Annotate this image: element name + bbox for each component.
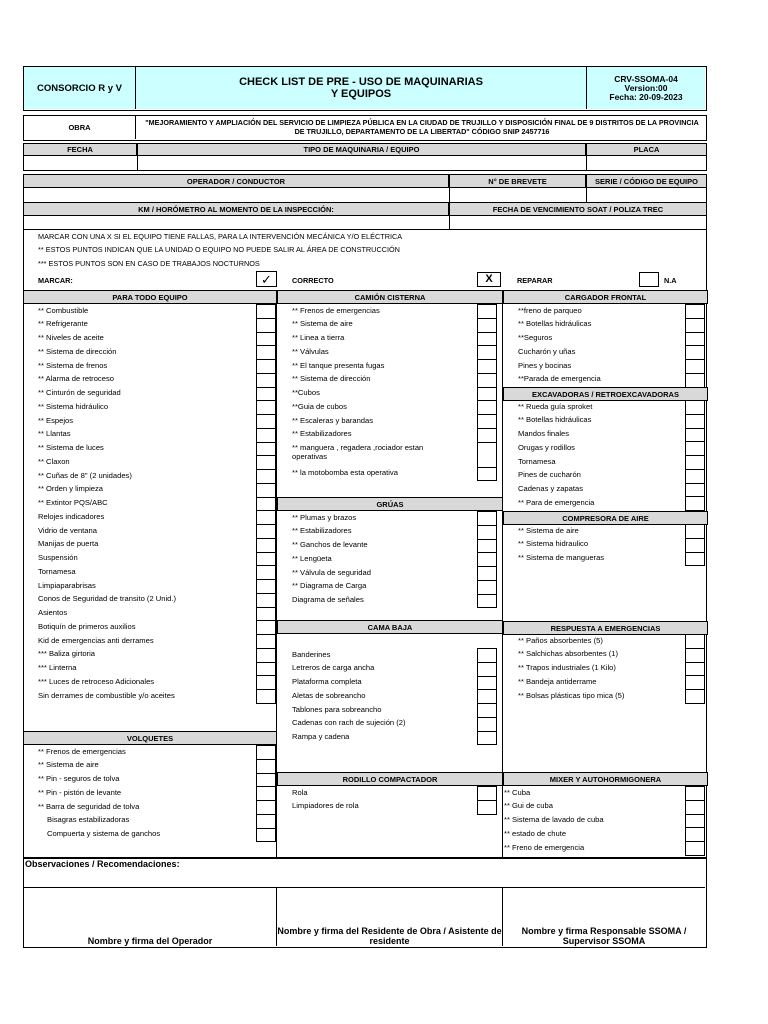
checklist-checkbox[interactable]	[256, 662, 276, 677]
checklist-checkbox[interactable]	[477, 566, 497, 581]
checklist-item-label: Tornamesa	[38, 566, 76, 576]
checklist-item-label: ** Sistema de lavado de cuba	[504, 815, 604, 824]
checklist-item-label: ** Botellas hidráulicas	[518, 415, 592, 425]
tipo-input[interactable]	[138, 157, 585, 170]
checklist-checkbox[interactable]	[685, 648, 705, 663]
checklist-checkbox[interactable]	[256, 607, 276, 622]
checklist-item-label: Diagrama de señales	[292, 595, 364, 604]
checklist-checkbox[interactable]	[477, 511, 497, 526]
check-mark-icon: ✓	[261, 272, 272, 287]
checklist-item-label: Asientos	[38, 608, 68, 617]
checklist-checkbox[interactable]	[256, 759, 276, 774]
placa-header: PLACA	[586, 143, 707, 156]
checklist-item-label: ** Niveles de aceite	[38, 333, 104, 342]
form-date: Fecha: 20-09-2023	[609, 91, 683, 102]
checklist-checkbox[interactable]	[256, 373, 276, 388]
checklist-checkbox[interactable]	[256, 428, 276, 443]
company-name: CONSORCIO R y V	[37, 82, 122, 94]
section-header-mixer: MIXER Y AUTOHORMIGONERA	[503, 772, 708, 786]
checklist-item-label: ** Freno de emergencia	[504, 842, 585, 852]
checklist-item-label: ** Para de emergencia	[518, 497, 595, 507]
legend-na: N.A	[664, 276, 677, 285]
section-header-emergencias: RESPUESTA A EMERGENCIAS	[503, 621, 708, 635]
legend-na-box	[639, 272, 659, 287]
checklist-checkbox[interactable]	[477, 359, 497, 374]
checklist-checkbox[interactable]	[477, 428, 497, 443]
checklist-checkbox[interactable]	[256, 814, 276, 829]
checklist-checkbox[interactable]	[256, 773, 276, 788]
checklist-item-label: Vidrio de ventana	[38, 525, 97, 535]
section-header-cargador: CARGADOR FRONTAL	[503, 290, 708, 304]
checklist-item-label: Rola	[292, 787, 308, 797]
serie-input[interactable]	[587, 189, 706, 202]
checklist-item-label: ** Cuba	[504, 787, 531, 797]
fecha-input[interactable]	[24, 157, 136, 170]
checklist-item-label: Conos de Seguridad de transito (2 Unid.)	[38, 594, 177, 604]
checklist-checkbox[interactable]	[256, 359, 276, 374]
checklist-checkbox[interactable]	[685, 662, 705, 677]
checklist-item-label: **Seguros	[518, 333, 553, 342]
checklist-checkbox[interactable]	[685, 538, 705, 553]
checklist-checkbox[interactable]	[685, 345, 705, 360]
checklist-item-label: *** Luces de retroceso Adicionales	[38, 676, 155, 686]
checklist-item-label: ** Sistema de aire	[518, 525, 579, 535]
checklist-checkbox[interactable]	[477, 400, 497, 415]
checklist-item-label: Letreros de carga ancha	[292, 663, 375, 673]
tipo-header: TIPO DE MAQUINARIA / EQUIPO	[137, 143, 586, 156]
checklist-checkbox[interactable]	[685, 359, 705, 374]
firma-ssoma-label: Nombre y firma Responsable SSOMA / Supervisor SSOMA	[521, 926, 687, 946]
checklist-item-label: Kid de emergencias anti derrames	[38, 635, 154, 645]
brevete-input[interactable]	[450, 189, 585, 202]
checklist-item-label: ** Refrigerante	[38, 319, 88, 329]
checklist-item-label: Rampa y cadena	[292, 732, 350, 741]
checklist-item-label: ** Llantas	[38, 429, 71, 439]
checklist-checkbox[interactable]	[477, 318, 497, 333]
checklist-checkbox[interactable]	[477, 387, 497, 402]
checklist-checkbox[interactable]	[685, 496, 705, 511]
checklist-checkbox[interactable]	[685, 689, 705, 704]
x-mark-icon: X	[485, 273, 493, 285]
serie-header: SERIE / CÓDIGO DE EQUIPO	[586, 174, 707, 188]
checklist-item-label: ** Sistema de dirección	[38, 346, 117, 356]
checklist-item-label: ** Orden y limpieza	[38, 484, 103, 494]
checklist-checkbox[interactable]	[477, 676, 497, 691]
checklist-checkbox[interactable]	[685, 483, 705, 498]
section-header-compresora: COMPRESORA DE AIRE	[503, 511, 708, 525]
checklist-item-label: ** Combustible	[38, 305, 89, 315]
form-title-line1: CHECK LIST DE PRE - USO DE MAQUINARIAS	[239, 76, 483, 88]
observaciones-label: Observaciones / Recomendaciones:	[25, 859, 180, 869]
checklist-checkbox[interactable]	[685, 786, 705, 801]
obra-label: OBRA	[24, 116, 136, 139]
checklist-checkbox[interactable]	[256, 332, 276, 347]
checklist-item-label: ** Sistema hidráulico	[38, 401, 109, 411]
operador-input[interactable]	[24, 189, 448, 202]
checklist-checkbox[interactable]	[256, 593, 276, 608]
checklist-checkbox[interactable]	[685, 827, 705, 842]
checklist-item-label: Cucharón y uñas	[518, 346, 576, 356]
checklist-item-label: Mandos finales	[518, 429, 570, 438]
checklist-item-label: Pines de cucharón	[518, 470, 581, 480]
instruction-3: *** ESTOS PUNTOS SON EN CASO DE TRABAJOS NOCTURNOS	[38, 259, 260, 268]
checklist-item-label: Suspensión	[38, 553, 78, 562]
checklist-item-label: **freno de parqueo	[518, 305, 582, 315]
checklist-checkbox[interactable]	[477, 800, 497, 815]
checklist-item-label: Banderines	[292, 649, 331, 659]
checklist-checkbox[interactable]	[685, 634, 705, 649]
checklist-checkbox[interactable]	[685, 524, 705, 539]
checklist-checkbox[interactable]	[256, 497, 276, 512]
checklist-item-label: ** Cinturón de seguridad	[38, 388, 121, 397]
checklist-checkbox[interactable]	[477, 442, 497, 468]
checklist-checkbox[interactable]	[477, 662, 497, 677]
form-code: CRV-SSOMA-04	[614, 73, 678, 84]
checklist-checkbox[interactable]	[477, 648, 497, 663]
checklist-checkbox[interactable]	[256, 483, 276, 498]
checklist-checkbox[interactable]	[256, 510, 276, 525]
legend-reparar: REPARAR	[517, 276, 553, 285]
placa-input[interactable]	[587, 157, 706, 170]
checklist-checkbox[interactable]	[685, 304, 705, 319]
checklist-item-label: ** Sistema de dirección	[292, 374, 371, 384]
observaciones-input[interactable]	[25, 871, 705, 885]
checklist-item-label: ** Válvula de seguridad	[292, 567, 371, 577]
checklist-item-label: ** Estabilizadores	[292, 429, 352, 439]
checklist-checkbox[interactable]	[477, 304, 497, 319]
checklist-item-label: Cadenas con rach de sujeción (2)	[292, 718, 406, 728]
checklist-checkbox[interactable]	[256, 414, 276, 429]
firma-residente-label: Nombre y firma del Residente de Obra / Asistente de residente	[277, 926, 502, 946]
checklist-checkbox[interactable]	[256, 345, 276, 360]
checklist-checkbox[interactable]	[685, 800, 705, 815]
legend-correcto-box	[256, 271, 277, 287]
checklist-checkbox[interactable]	[477, 539, 497, 554]
checklist-checkbox[interactable]	[256, 648, 276, 663]
checklist-checkbox[interactable]	[256, 786, 276, 801]
checklist-item-label: Cadenas y zapatas	[518, 484, 584, 493]
checklist-item-label: ** Trapos industriales (1 Kilo)	[518, 663, 616, 672]
checklist-item-label: ** Frenos de emergencias	[292, 305, 380, 315]
obra-text: "MEJORAMIENTO Y AMPLIACIÓN DEL SERVICIO DE LIMPIEZA PÚBLICA EN LA CIUDAD DE TRUJILLO Y DISPOSICIÓN FINAL DE 9 DISTRITOS DE LA PROVINCIA DE TRUJILLO, DEPARTAMENTO DE LA LIBERTAD" CÓDIGO SNIP 2457716	[145, 118, 699, 136]
checklist-item-label: ** Botellas hidráulicas	[518, 319, 592, 329]
checklist-item-label: Pines y bocinas	[518, 360, 572, 370]
checklist-item-label: ** Rueda guía sproket	[518, 401, 593, 411]
soat-header: FECHA DE VENCIMIENTO SOAT / POLIZA TREC	[449, 202, 707, 216]
checklist-checkbox[interactable]	[477, 373, 497, 388]
checklist-checkbox[interactable]	[256, 828, 276, 843]
legend-marcar: MARCAR:	[38, 276, 73, 285]
checklist-checkbox[interactable]	[477, 580, 497, 595]
checklist-item-label: Sin derrames de combustible y/o aceites	[38, 690, 175, 700]
checklist-item-label: ** Ganchos de levante	[292, 540, 368, 549]
checklist-item-label: Tablones para sobreancho	[292, 704, 382, 714]
form-title-line2: Y EQUIPOS	[330, 88, 392, 100]
checklist-checkbox[interactable]	[256, 579, 276, 594]
checklist-checkbox[interactable]	[685, 814, 705, 829]
checklist-item-label: Limpiadores de rola	[292, 801, 359, 811]
legend-reparar-box	[477, 272, 501, 287]
checklist-item-label: Manijas de puerta	[38, 539, 99, 549]
checklist-checkbox[interactable]	[256, 689, 276, 704]
checklist-item-label: ** Cuñas de 8" (2 unidades)	[38, 470, 132, 480]
checklist-item-label: Botiquín de primeros auxilios	[38, 621, 136, 631]
checklist-checkbox[interactable]	[256, 318, 276, 333]
checklist-checkbox[interactable]	[256, 524, 276, 539]
checklist-item-label: Tornamesa	[518, 456, 556, 466]
checklist-checkbox[interactable]	[477, 717, 497, 732]
checklist-checkbox[interactable]	[477, 594, 497, 609]
checklist-checkbox[interactable]	[685, 318, 705, 333]
checklist-checkbox[interactable]	[477, 525, 497, 540]
section-header-gruas: GRÚAS	[277, 497, 503, 511]
checklist-checkbox[interactable]	[685, 841, 705, 856]
checklist-checkbox[interactable]	[685, 373, 705, 388]
checklist-checkbox[interactable]	[256, 620, 276, 635]
checklist-item-label: Bisagras estabilizadoras	[47, 815, 130, 825]
checklist-checkbox[interactable]	[256, 634, 276, 649]
checklist-checkbox[interactable]	[477, 731, 497, 746]
checklist-item-label: ** Bolsas plásticas tipo mica (5)	[518, 690, 625, 700]
checklist-item-label: ** Pin - seguros de tolva	[38, 774, 120, 783]
firma-residente[interactable]	[277, 888, 502, 946]
checklist-item-label: ** Espejos	[38, 415, 74, 425]
checklist-checkbox[interactable]	[477, 345, 497, 360]
checklist-item-label: ** Gui de cuba	[504, 801, 553, 811]
checklist-checkbox[interactable]	[477, 552, 497, 567]
code-cell	[587, 67, 705, 109]
checklist-checkbox[interactable]	[477, 332, 497, 347]
checklist-checkbox[interactable]	[256, 800, 276, 815]
checklist-checkbox[interactable]	[685, 675, 705, 690]
checklist-item-label: ** Sistema de aire	[38, 760, 99, 770]
section-header-cama-baja: CAMA BAJA	[277, 620, 503, 634]
checklist-item-label: ** Salchichas absorbentes (1)	[518, 649, 619, 659]
instruction-2: ** ESTOS PUNTOS INDICAN QUE LA UNIDAD O EQUIPO NO PUEDE SALIR AL ÁREA DE CONSTRUCCIÓN	[38, 245, 400, 254]
obra-row	[23, 115, 707, 141]
checklist-checkbox[interactable]	[256, 469, 276, 484]
checklist-item-label: ** Frenos de emergencias	[38, 746, 126, 756]
checklist-checkbox[interactable]	[256, 552, 276, 567]
checklist-item-label: ** Sistema de aire	[292, 319, 353, 329]
checklist-checkbox[interactable]	[256, 304, 276, 319]
checklist-item-label: Plataforma completa	[292, 677, 362, 686]
checklist-item-label: Orugas y rodillos	[518, 442, 575, 452]
section-header-excavadoras: EXCAVADORAS / RETROEXCAVADORAS	[503, 387, 708, 401]
brevete-header: N° DE BREVETE	[449, 174, 586, 188]
checklist-checkbox[interactable]	[256, 442, 276, 457]
checklist-checkbox[interactable]	[256, 675, 276, 690]
checklist-item-label: ** Diagrama de Carga	[292, 581, 367, 591]
checklist-item-label: ** Alarma de retroceso	[38, 374, 114, 384]
checklist-item-label: ** Sistema de mangueras	[518, 553, 605, 562]
checklist-checkbox[interactable]	[685, 400, 705, 415]
checklist-item-label: *** Baliza girtoria	[38, 649, 95, 659]
checklist-checkbox[interactable]	[685, 414, 705, 429]
section-header-rodillo: RODILLO COMPACTADOR	[277, 772, 503, 786]
form-header	[23, 66, 707, 111]
section-header-todo-equipo: PARA TODO EQUIPO	[23, 290, 277, 304]
legend-correcto: CORRECTO	[292, 276, 334, 285]
checklist-item-label: **Guia de cubos	[292, 401, 347, 411]
checklist-item-label: ** Extintor PQS/ABC	[38, 498, 108, 507]
checklist-item-label: ** Plumas y brazos	[292, 512, 357, 522]
checklist-item-label: ** Escaleras y barandas	[292, 415, 374, 425]
checklist-checkbox[interactable]	[256, 400, 276, 415]
company-cell	[24, 67, 136, 109]
checklist-item-label: ** Válvulas	[292, 346, 329, 356]
checklist-item-label: ** estado de chute	[504, 828, 567, 838]
checklist-item-label: ** Barra de seguridad de tolva	[38, 801, 140, 811]
checklist-checkbox[interactable]	[477, 467, 497, 482]
checklist-item-label: ** Bandeja antiderrame	[518, 676, 597, 686]
checklist-checkbox[interactable]	[685, 441, 705, 456]
checklist-checkbox[interactable]	[256, 455, 276, 470]
checklist-item-label: **Cubos	[292, 388, 320, 397]
checklist-checkbox[interactable]	[685, 469, 705, 484]
form-version: Version:00	[624, 82, 668, 93]
checklist-checkbox[interactable]	[256, 538, 276, 553]
checklist-item-label: ** la motobomba esta operativa	[292, 468, 398, 477]
title-cell	[136, 67, 587, 109]
fecha-header: FECHA	[23, 143, 137, 156]
checklist-item-label: ** Sistema de luces	[38, 443, 104, 452]
section-header-volquetes: VOLQUETES	[23, 731, 277, 745]
section-header-cisterna: CAMIÓN CISTERNA	[277, 290, 503, 304]
checklist-item-label: Compuerta y sistema de ganchos	[47, 829, 161, 838]
firma-operador-label: Nombre y firma del Operador	[87, 936, 213, 946]
checklist-item-label: ** El tanque presenta fugas	[292, 360, 385, 370]
checklist-checkbox[interactable]	[477, 414, 497, 429]
checklist-item-label: ** Sistema hidraulico	[518, 539, 589, 549]
checklist-item-label: ** Linea a tierra	[292, 333, 345, 342]
checklist-item-label: ** Pin - pistón de levante	[38, 787, 122, 797]
checklist-item-label: ** Estabilizadores	[292, 526, 352, 536]
checklist-item-label: ** Lengüeta	[292, 553, 332, 563]
checklist-item-label: *** Linterna	[38, 663, 77, 672]
firma-ssoma[interactable]	[503, 888, 705, 946]
km-header: KM / HORÓMETRO AL MOMENTO DE LA INSPECCIÓN:	[23, 202, 449, 216]
firma-operador[interactable]	[24, 888, 276, 946]
checklist-checkbox[interactable]	[685, 428, 705, 443]
checklist-checkbox[interactable]	[256, 387, 276, 402]
operador-header: OPERADOR / CONDUCTOR	[23, 174, 449, 188]
checklist-checkbox[interactable]	[685, 455, 705, 470]
soat-input[interactable]	[450, 217, 706, 229]
checklist-item-label: **Parada de emergencia	[518, 374, 601, 384]
checklist-checkbox[interactable]	[256, 745, 276, 760]
checklist-checkbox[interactable]	[477, 786, 497, 801]
checklist-checkbox[interactable]	[685, 552, 705, 567]
checklist-item-label: Relojes indicadores	[38, 511, 105, 521]
checklist-item-label: Limpiaparabrisas	[38, 580, 96, 590]
checklist-item-label: ** Claxon	[38, 456, 70, 466]
checklist-item-label: ** Sistema de frenos	[38, 360, 108, 370]
checklist-item-label: ** manguera , regadera ,rociador estan operativas	[292, 443, 424, 461]
checklist-checkbox[interactable]	[477, 689, 497, 704]
checklist-item-label: Aletas de sobreancho	[292, 690, 366, 700]
checklist-item-label: ** Paños absorbentes (5)	[518, 635, 603, 645]
checklist-checkbox[interactable]	[477, 703, 497, 718]
checklist-checkbox[interactable]	[256, 565, 276, 580]
instruction-1: MARCAR CON UNA X SI EL EQUIPO TIENE FALLAS, PARA LA INTERVENCIÓN MECÁNICA Y/O ELÉCTRICA	[38, 232, 403, 241]
km-input[interactable]	[24, 217, 448, 229]
checklist-checkbox[interactable]	[685, 332, 705, 347]
